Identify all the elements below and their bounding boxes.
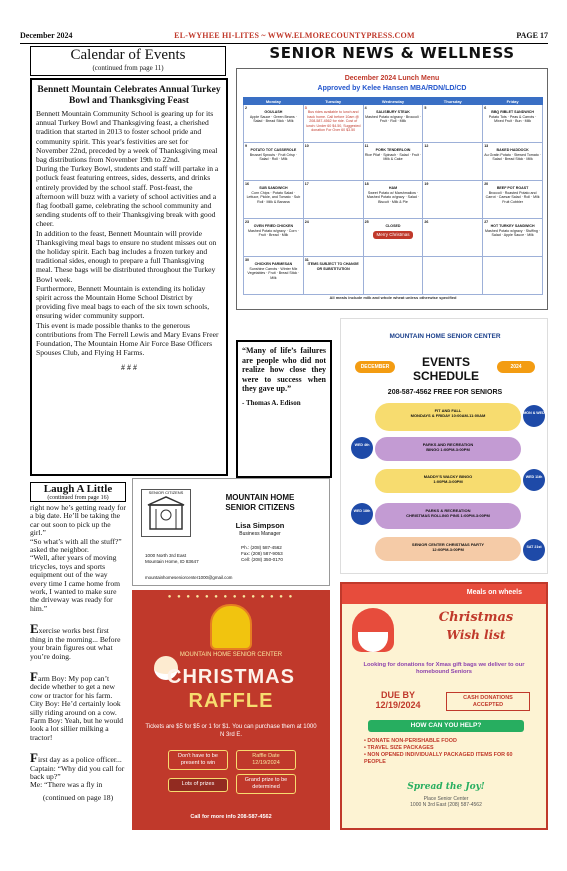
- drop-cap: E: [30, 621, 39, 637]
- lunch-side-items: Sweet Potato w/ Marshmallow · Mashed Potato w/gravy · Salad · Biscuit · Milk & Pie: [366, 190, 420, 204]
- address-line: Mountain Home, ID 83647: [145, 559, 199, 564]
- lunch-main-dish: GOULASH: [264, 110, 283, 115]
- lunch-main-dish: SALISBURY STEAK: [376, 110, 410, 115]
- quote-box: [236, 340, 332, 478]
- lunch-date-number: 5: [424, 106, 427, 110]
- lunch-date-number: 2: [245, 106, 247, 110]
- events-month-pill: DECEMBER: [355, 361, 395, 373]
- lunch-day-cell: [244, 257, 304, 295]
- article-paragraph: Furthermore, Bennett Mountain is extending its holiday spirit across the Mountain Home School District by providing five meal bags to each of the six town schools, ensuring wider community support.: [36, 283, 210, 321]
- fax-number: Fax: (208) 587-9053: [241, 551, 283, 557]
- lunch-date-number: 3: [304, 106, 307, 110]
- event-rolling-pins: [375, 503, 521, 529]
- lunch-day-cell: [303, 105, 363, 143]
- lunch-date-number: 25: [364, 220, 369, 224]
- event-name: PARKS & RECREATION: [425, 508, 471, 513]
- event-day-badge: WED 11th: [523, 469, 545, 491]
- event-name: PARKS AND RECREATION: [422, 442, 474, 447]
- article-paragraph: This event is made possible thanks to the generous contributions from The Ferrell Lewis and Mary Evans Freer Foundation, The Mountain Home Air Force Base Officers Spouses Club, and Flying H Farms.: [36, 320, 219, 358]
- events-title-line: EVENTS: [421, 355, 470, 369]
- lunch-day-cell: [303, 219, 363, 257]
- events-title: [396, 355, 496, 383]
- laugh-title-box: [30, 482, 126, 502]
- raffle-contact: Call for more info 208-587-4562: [190, 814, 272, 820]
- lunch-week-row: [244, 105, 543, 143]
- article-headline: Bennett Mountain Celebrates Annual Turkey Bowl and Thanksgiving Feast: [37, 85, 221, 106]
- joke-text: City Boy: He’d certainly look silly riding around on a cow.: [30, 699, 121, 717]
- lunch-day-cell: [363, 257, 423, 295]
- lunch-side-items: Corn Chips · Potato Salad · Lettuce, Pickle, and Tomato · Sub Roll · Milk & Banana: [246, 190, 301, 204]
- lunch-week-row: [244, 257, 543, 295]
- christmas-raffle-flyer: [132, 590, 330, 830]
- drop-cap: F: [30, 750, 38, 766]
- lunch-menu-footer: All meals include milk and whole wheat unless otherwise specified: [329, 295, 457, 300]
- lunch-date-number: 9: [245, 144, 247, 148]
- event-day-badge: WED 4th: [351, 437, 373, 459]
- wish-slogan: Spread the Joy!: [407, 782, 485, 792]
- joke-text: Farm Boy: Yeah, but he would look a lot sillier milking a tractor!: [30, 715, 124, 742]
- lunch-day-cell: [423, 181, 483, 219]
- raffle-title-christmas: CHRISTMAS: [167, 666, 295, 688]
- lunch-side-items: Au Gratin Potato · Stewed Tomato · Salad · Bread Stick · Milk: [484, 152, 541, 162]
- lunch-date-number: 20: [484, 182, 489, 186]
- event-parks-bingo: [375, 437, 521, 461]
- logo-text: SENIOR CITIZENS: [148, 490, 184, 495]
- lunch-day-cell: [303, 257, 363, 295]
- lunch-day-cell: [363, 105, 423, 143]
- issue-date: December 2024: [20, 31, 73, 40]
- wish-item-list: [364, 738, 534, 766]
- lunch-date-number: 17: [304, 182, 309, 186]
- calendar-subtitle: (continued from page 11): [92, 64, 164, 72]
- lunch-date-number: 31: [304, 258, 309, 262]
- event-name: FIT AND FALL: [434, 408, 462, 413]
- laugh-subtitle: (continued from page 16): [47, 495, 109, 501]
- christmas-wish-list-flyer: [340, 582, 548, 830]
- card-email: mountainhomeseniorcenter1000@gmail.com: [145, 575, 233, 580]
- joke-body: xercise works best first thing in the morning... Before your brain figures out what you’re doing.: [30, 626, 121, 661]
- lunch-day-header: Friday: [483, 98, 543, 105]
- lunch-date-number: 16: [245, 182, 249, 186]
- senior-citizens-logo: [141, 489, 191, 537]
- joke-body: irst day as a police officer...: [37, 755, 122, 765]
- lunch-date-number: 10: [304, 144, 309, 148]
- lunch-main-dish: HOT TURKEY SANDWICH: [490, 224, 535, 229]
- events-center-name: MOUNTAIN HOME SENIOR CENTER: [389, 333, 501, 340]
- raffle-title-raffle: RAFFLE: [188, 690, 274, 712]
- lunch-date-number: 6: [484, 106, 487, 110]
- lunch-day-cell: [363, 181, 423, 219]
- wish-item: • NON OPENED INDIVIDUALLY PACKAGED ITEMS FOR 60 PEOPLE: [364, 752, 534, 766]
- lunch-date-number: 30: [245, 258, 249, 262]
- lunch-day-cell: [303, 143, 363, 181]
- wish-banner: Meals on wheels: [342, 584, 546, 604]
- event-fit-and-fall: [375, 403, 521, 431]
- lunch-week-row: [244, 219, 543, 257]
- lunch-day-cell: [363, 143, 423, 181]
- string-lights-decoration: ● ● ● ● ● ● ● ● ● ● ● ● ● ●: [167, 594, 295, 600]
- event-name: MADDY'S WACKY BINGO: [423, 474, 473, 479]
- lunch-side-items: Mashed Potato w/gravy · Broccoli · Fruit · Roll · Milk: [365, 114, 421, 124]
- lunch-menu-table: [243, 97, 543, 295]
- raffle-grand-prize: Grand prize to be determined: [236, 774, 296, 794]
- event-time: 1:00PM-3:00PM: [433, 479, 463, 484]
- raffle-org: MOUNTAIN HOME SENIOR CENTER: [179, 652, 283, 658]
- joke-body: arm Boy: My pop can’t decide whether to get a new cow or tractor for his farm.: [30, 673, 115, 700]
- lunch-date-number: 26: [424, 220, 429, 224]
- wish-title-list: Wish list: [446, 628, 506, 642]
- lunch-day-cell: [483, 257, 543, 295]
- lunch-date-number: 11: [364, 144, 369, 148]
- lunch-side-items: Potato Tots · Peas & Carrots · Mixed Fruit · Bun · Milk: [488, 114, 537, 124]
- lunch-main-dish: OVEN FRIED CHICKEN: [253, 224, 294, 229]
- lunch-day-cell: [423, 105, 483, 143]
- lunch-date-number: 4: [364, 106, 367, 110]
- address-line: 1000 North 3rd East: [145, 553, 187, 558]
- lunch-date-number: 13: [484, 144, 489, 148]
- lunch-day-cell: [423, 257, 483, 295]
- page-header: [20, 28, 548, 44]
- lunch-day-cell: [483, 105, 543, 143]
- event-time: CHRISTMAS ROLLING PINS 1:00PM-3:00PM: [406, 513, 490, 518]
- lunch-main-dish: CHICKEN PARMESAN: [254, 262, 293, 267]
- page-number: PAGE 17: [516, 31, 548, 40]
- event-name: SENIOR CENTER CHRISTMAS PARTY: [411, 542, 485, 547]
- lunch-main-dish: POTATO TOT CASSEROLE: [250, 148, 297, 153]
- calendar-title-box: [30, 46, 226, 76]
- location-line: Place Senior Center: [423, 796, 469, 802]
- events-phone: 208-587-4562 FREE FOR SENIORS: [387, 389, 503, 396]
- lunch-menu: [236, 68, 548, 310]
- joke-text: “Well, after years of moving tricycles, toys and sports equipment out of the way every time I came home from work, I wanted to make sure the driveway was ready for him.”: [30, 553, 121, 613]
- joke-text: “So what’s with all the stuff?” asked the neighbor.: [30, 536, 122, 555]
- wish-location: [358, 796, 534, 808]
- lunch-main-dish: BEEF POT ROAST: [496, 186, 529, 191]
- lunch-side-items: Brussel Sprouts · Fruit Crisp · Salad · Roll · Milk: [249, 152, 298, 162]
- org-name-line: MOUNTAIN HOME: [225, 493, 295, 502]
- joke-text: [30, 623, 126, 661]
- lunch-date-number: 24: [304, 220, 309, 224]
- events-schedule-flyer: [340, 318, 548, 574]
- calendar-title: Calendar of Events: [70, 47, 186, 63]
- lunch-side-items: Mashed Potato w/gravy · Stuffing · Salad · Apple Sauce · Milk: [485, 228, 541, 238]
- lunch-main-dish: BAKED HADDOCK: [496, 148, 529, 153]
- laugh-continued: (continued on page 18): [42, 792, 114, 802]
- wish-title-christmas: Christmas: [438, 610, 514, 625]
- turkey-bowl-article: [30, 78, 228, 476]
- senior-center-business-card: [132, 478, 330, 586]
- card-address: [145, 553, 235, 565]
- article-paragraph: Bennett Mountain Community School is gearing up for its annual Turkey Bowl and Thanksgiving feast, a cherished tradition that started in 2013 to foster school pride and community spirit. This year's festivities are set for November 22nd, preceded by a week of Thanksgiving meal bag distributions from November 19th to 22nd.: [36, 109, 218, 165]
- senior-news-title: SENIOR NEWS & WELLNESS: [269, 44, 515, 62]
- joke-text: [30, 668, 126, 700]
- wish-item: • DONATE NON-PERISHABLE FOOD: [364, 738, 534, 745]
- lunch-day-cell: [303, 181, 363, 219]
- raffle-ticket-info: Tickets are $5 for $5 or 1 for $1. You can purchase them at 1000 N 3rd E.: [145, 724, 317, 738]
- raffle-date: Raffle Date 12/19/2024: [236, 750, 296, 770]
- lunch-day-header: Wednesday: [363, 98, 423, 105]
- laugh-title: Laugh A Little: [43, 483, 113, 495]
- card-org-name: [195, 493, 325, 513]
- lunch-day-cell: [363, 219, 423, 257]
- lunch-day-cell: [244, 219, 304, 257]
- event-wacky-bingo: [375, 469, 521, 493]
- lunch-side-items: Rice Pilaf · Spinach · Salad · Fruit · Milk & Cake: [364, 152, 422, 162]
- lunch-main-dish: ITEMS SUBJECT TO CHANGE OR SUBSTITUTION: [307, 262, 359, 271]
- lunch-day-header: Thursday: [423, 98, 483, 105]
- lunch-date-number: 12: [424, 144, 429, 148]
- raffle-note: Lots of prizes: [168, 778, 228, 792]
- events-year-pill: 2024: [497, 361, 535, 373]
- santa-icon: [352, 608, 394, 652]
- lunch-week-row: [244, 181, 543, 219]
- lunch-menu-approval: Approved by Kelee Hansen MBA/RDN/LD/CD: [317, 85, 467, 92]
- joke-text: right now he’s getting ready for a big date. He’ll be taking the car out soon to pick up the girl.”: [30, 503, 126, 538]
- article-end-mark: # # #: [121, 363, 137, 373]
- building-icon: [144, 495, 188, 531]
- wish-due-date: 12/19/2024: [375, 700, 421, 710]
- joke-text: [30, 752, 126, 764]
- lunch-day-cell: [244, 143, 304, 181]
- lunch-main-dish: PORK TENDERLOIN: [375, 148, 411, 153]
- lunch-day-cell: [483, 219, 543, 257]
- lunch-date-number: 18: [364, 182, 369, 186]
- wish-help-banner: HOW CAN YOU HELP?: [368, 720, 524, 732]
- lunch-day-cell: [244, 105, 304, 143]
- lunch-side-items: Sunshine Carrots · Winter Mix Vegetables · Fruit · Bread Stick · Milk: [247, 266, 300, 280]
- lunch-main-dish: CLOSED: [385, 224, 401, 229]
- wish-description: Looking for donations for Xmas gift bags we deliver to our homebound Seniors: [363, 662, 525, 675]
- lunch-day-cell: [423, 143, 483, 181]
- event-time: BINGO 1:00PM-3:00PM: [426, 447, 470, 452]
- event-day-badge: MON & WED: [523, 405, 545, 427]
- event-day-badge: SAT 21st: [523, 539, 545, 561]
- article-paragraph: During the Turkey Bowl, students and staff will partake in a potluck feast featuring entrees, sides, desserts, and drinks entirely provided by the school staff. Post-feast, the afternoon will buzz with a variety of school activities and a flag football game, celebrating the school community and sending students off to their Thanksgiving break with good cheer.: [36, 164, 219, 229]
- location-line: 1000 N 3rd East (208) 587-4562: [410, 802, 482, 808]
- lunch-week-row: [244, 143, 543, 181]
- event-time: MONDAYS & FRIDAY 10:00AM-11:00AM: [410, 413, 486, 418]
- events-title-line: SCHEDULE: [412, 369, 479, 383]
- card-person-role: Business Manager: [239, 531, 281, 537]
- event-christmas-party: [375, 537, 521, 561]
- lunch-day-header: Monday: [244, 98, 304, 105]
- raffle-note: Don't have to be present to win: [168, 750, 228, 770]
- event-day-badge: WED 18th: [351, 503, 373, 525]
- wish-cash-note: CASH DONATIONS ACCEPTED: [446, 692, 530, 711]
- lunch-side-items: Bus rides available to lunch and back home. Call before 10am @ 208-587-4562 for ride. Cost of lunch: Under 60 $4.50, Suggested donation For Over 60 $3.50: [305, 110, 361, 133]
- lunch-day-cell: [483, 143, 543, 181]
- lunch-side-items: Broccoli · Roasted Potato and Carrot · Caesar Salad · Roll · Milk Fruit Cobbler: [485, 190, 540, 204]
- lunch-day-cell: [483, 181, 543, 219]
- lunch-menu-title: December 2024 Lunch Menu: [344, 75, 440, 82]
- lunch-side-items: Apple Sauce · Green Beans · Salad · Bread Stick · Milk: [249, 114, 297, 124]
- event-time: 12:00PM-3:00PM: [432, 547, 464, 552]
- drop-cap: F: [30, 668, 38, 684]
- wish-item: • TRAVEL SIZE PACKAGES: [364, 745, 534, 752]
- quote-author: - Thomas A. Edison: [242, 398, 301, 407]
- org-name-line: SENIOR CITIZENS: [225, 503, 295, 512]
- joke-text: Me: “There was a fly in: [30, 780, 103, 790]
- lunch-main-dish: SUB SANDWICH: [259, 186, 288, 191]
- lunch-day-cell: [423, 219, 483, 257]
- lunch-date-number: 27: [484, 220, 489, 224]
- lunch-date-number: 23: [245, 220, 249, 224]
- lunch-day-cell: [244, 181, 304, 219]
- publication-name: EL-WYHEE HI-LITES ~ WWW.ELMORECOUNTYPRESS.COM: [174, 31, 415, 40]
- laugh-column: [30, 504, 126, 802]
- lunch-day-header: Tuesday: [303, 98, 363, 105]
- card-phones: [241, 545, 327, 564]
- wish-due-label: DUE BY: [380, 690, 415, 700]
- phone-number: Ph.: (208) 587-4562: [241, 545, 282, 550]
- lunch-main-dish: HAM: [388, 186, 398, 191]
- quote-text: “Many of life’s failures are people who did not realize how close they were to success when they gave up.”: [242, 346, 326, 393]
- joke-text: Captain: “Why did you call for back up?”: [30, 763, 125, 781]
- lunch-side-items: Merry Christmas: [373, 231, 412, 239]
- bell-icon: [210, 604, 252, 650]
- lunch-date-number: 19: [424, 182, 429, 186]
- lunch-side-items: Mashed Potato w/gravy · Corn · Fruit · Bread · Milk: [248, 228, 299, 238]
- cell-number: Cell: (208) 350-0170: [241, 557, 283, 563]
- article-paragraph: In addition to the feast, Bennett Mountain will provide Thanksgiving meal bags to ensure no student misses out on the holiday spirit. Each bag includes a frozen turkey and traditional sides, enough to prepare a full Thanksgiving meal. These bags will be distributed throughout the Turkey Bowl week.: [36, 228, 217, 284]
- lunch-main-dish: BBQ RIBLET SANDWICH: [491, 110, 534, 115]
- card-person-name: Lisa Simpson: [235, 521, 285, 530]
